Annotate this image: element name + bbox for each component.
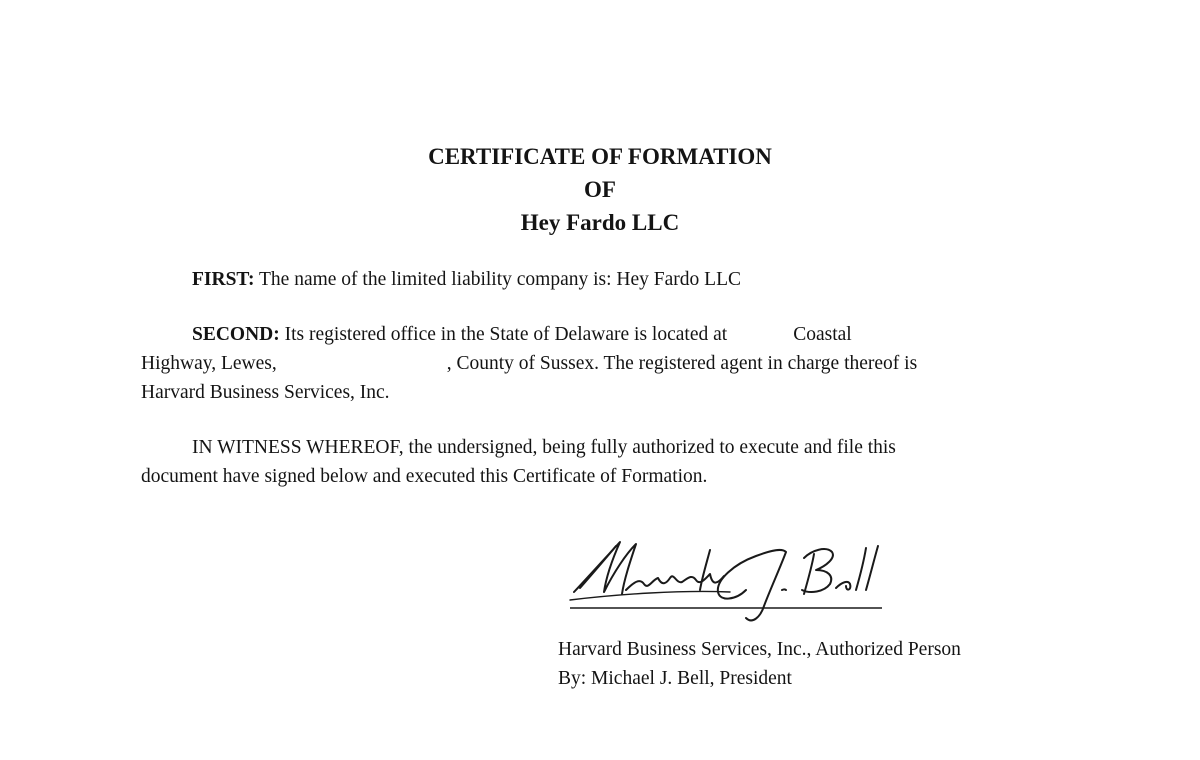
signer-organization: Harvard Business Services, Inc., Authorized Person [558,639,961,660]
signer-name: By: Michael J. Bell, President [558,668,792,689]
signer-block [558,635,961,693]
second-line-3: Harvard Business Services, Inc. [141,382,390,403]
second-paragraph [141,320,1061,407]
first-paragraph [141,265,1112,294]
document-title [0,140,1200,239]
signature-graphic [560,520,890,630]
second-line1-end: Coastal [793,324,852,345]
second-line2-start: Highway, Lewes, [141,353,277,374]
witness-line-1: IN WITNESS WHEREOF, the undersigned, being fully authorized to execute and file this [192,437,896,458]
first-text: The name of the limited liability company is: Hey Fardo LLC [254,269,741,290]
second-label: SECOND: [192,324,280,345]
second-line-1 [141,320,1061,349]
witness-line-2: document have signed below and executed this Certificate of Formation. [141,466,708,487]
title-line-company: Hey Fardo LLC [520,210,680,235]
witness-paragraph [141,433,1061,491]
second-line1-text: Its registered office in the State of Delaware is located at [279,324,728,345]
first-label: FIRST: [192,269,255,290]
title-line-of: OF [584,177,616,202]
title-line-certificate: CERTIFICATE OF FORMATION [428,144,772,169]
second-line2-end: , County of Sussex. The registered agent in charge thereof is [446,353,918,374]
second-line-2 [141,349,1061,378]
handwritten-signature [560,520,890,630]
